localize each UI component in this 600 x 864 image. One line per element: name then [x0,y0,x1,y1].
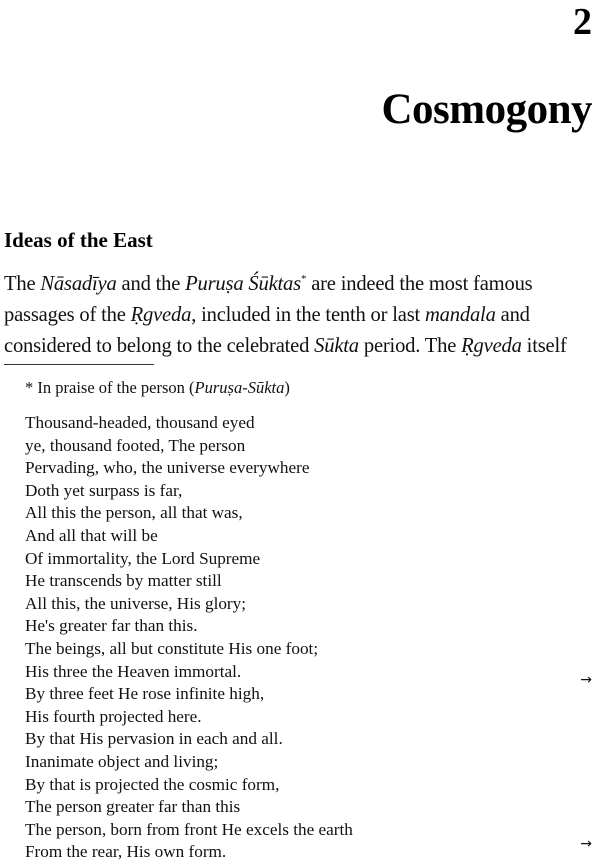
footnote-marker: * In praise of the person ( [25,378,195,397]
paragraph-run: passages of the [4,303,131,326]
section-heading: Ideas of the East [4,228,153,252]
footnote-source: Puruṣa-Sūkta [194,378,285,397]
body-paragraph [4,264,598,362]
footnote-close: ) [284,378,290,397]
paragraph-line [4,300,598,331]
verse-line: All this the person, all that was, [25,503,243,523]
paragraph-line [4,264,598,300]
paragraph-run: Nāsadīya [40,272,117,295]
verse-line: His three the Heaven immortal. [25,661,242,681]
continue-arrow-icon: → [580,672,592,688]
paragraph-run: mandala [425,303,496,326]
paragraph-run: are indeed the most famous [306,272,533,295]
verse-line: He transcends by matter still [25,571,222,591]
paragraph-run: and [495,303,530,326]
paragraph-run: and the [116,272,186,295]
paragraph-run: itself [521,334,567,357]
verse-line: Doth yet surpass is far, [25,480,183,500]
paragraph-run: period. The [358,334,462,357]
footnote-divider [4,364,154,365]
paragraph-run: Puruṣa Śūktas [185,272,301,295]
verse-line: Of immortality, the Lord Supreme [25,548,261,568]
verse-block [25,412,585,864]
verse-line: From the rear, His own form. [25,842,227,862]
paragraph-run: , included in the tenth or last [191,303,425,326]
verse-line: Pervading, who, the universe everywhere [25,458,310,478]
chapter-title: Cosmogony [381,86,592,133]
verse-line: He's greater far than this. [25,616,198,636]
verse-line: And all that will be [25,525,158,545]
verse-line: The person greater far than this [25,797,241,817]
verse-line: The beings, all but constitute His one foot; [25,638,319,658]
verse-line: All this, the universe, His glory; [25,593,247,613]
verse-line: By three feet He rose infinite high, [25,684,265,704]
paragraph-line [4,331,598,362]
verse-line: ye, thousand footed, The person [25,435,246,455]
paragraph-run: The [4,272,41,295]
chapter-number: 2 [573,1,592,43]
paragraph-run: considered to belong to the celebrated [4,334,315,357]
paragraph-run: * [300,273,307,285]
verse-line: By that is projected the cosmic form, [25,774,280,794]
paragraph-run: Ṛgveda [130,303,192,326]
verse-line: Thousand-headed, thousand eyed [25,413,255,432]
verse-line: By that His pervasion in each and all. [25,729,283,749]
verse-line: His fourth projected here. [25,706,202,726]
paragraph-run: Sūkta [314,334,359,357]
verse-line: The person, born from front He excels the earth [25,819,353,839]
continue-arrow-icon: → [580,836,592,852]
paragraph-run: Ṛgveda [461,334,522,357]
footnote-intro [25,377,290,399]
verse-line: Inanimate object and living; [25,751,219,771]
